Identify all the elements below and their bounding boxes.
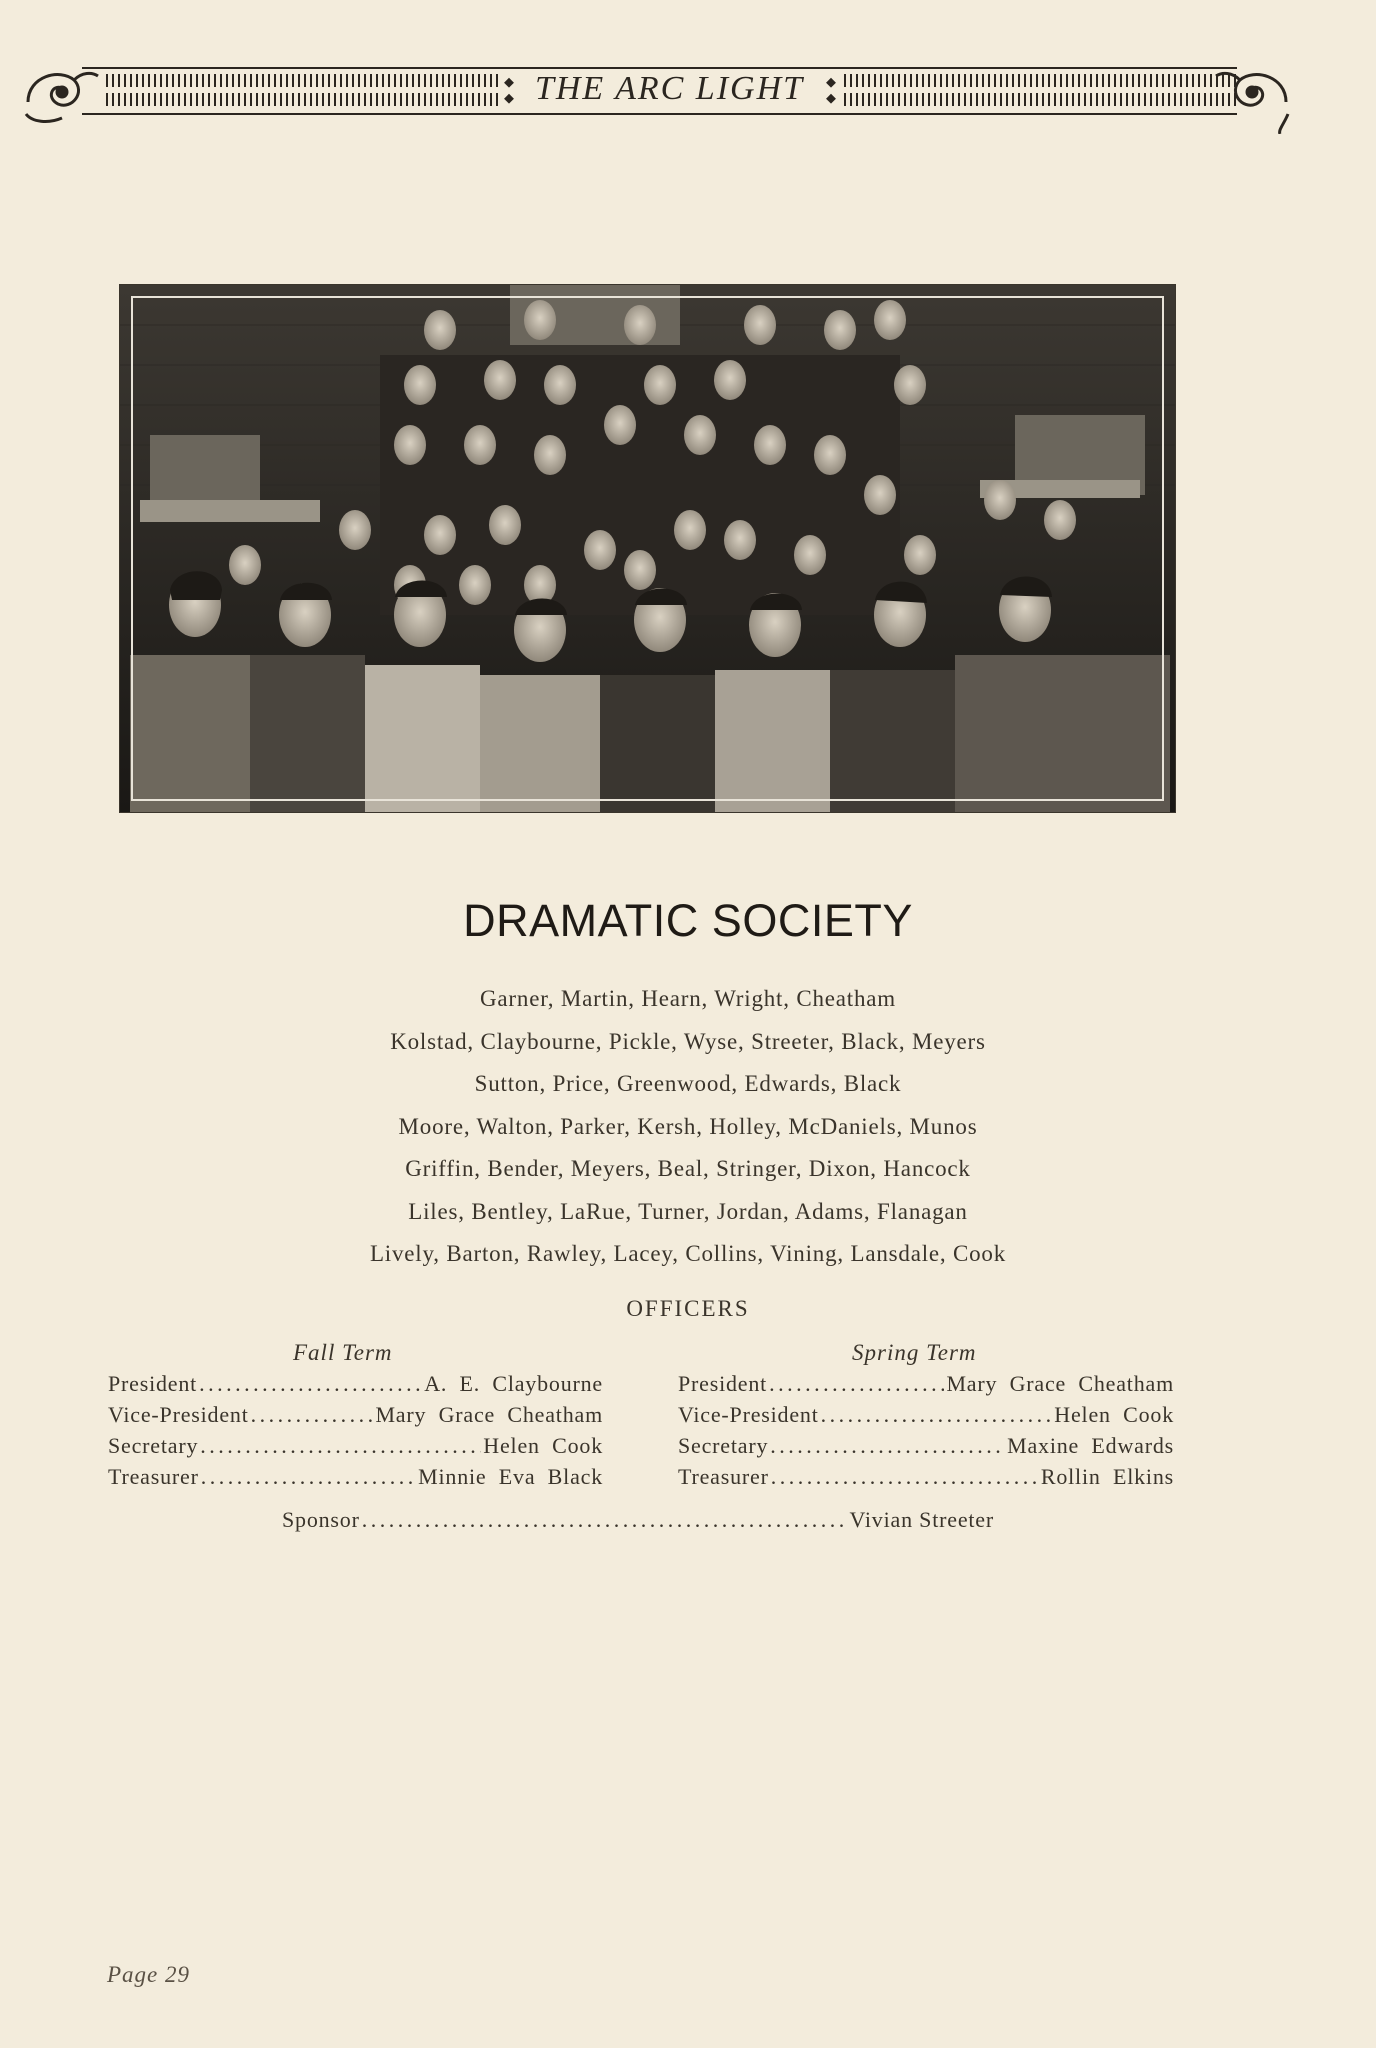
officer-row xyxy=(678,1399,1174,1430)
dot-leader xyxy=(362,1504,848,1535)
dot-leader xyxy=(201,1461,416,1492)
member-line: Garner, Martin, Hearn, Wright, Cheatham xyxy=(480,986,896,1011)
officer-row xyxy=(108,1368,603,1399)
officer-role: President xyxy=(108,1371,198,1396)
dot-leader xyxy=(251,1399,374,1430)
officer-name: Helen Cook xyxy=(1054,1402,1174,1427)
sponsor-name: Vivian Streeter xyxy=(849,1507,994,1532)
dot-leader xyxy=(200,1430,481,1461)
officer-role: Treasurer xyxy=(108,1464,199,1489)
officer-role: Secretary xyxy=(678,1433,769,1458)
member-line: Sutton, Price, Greenwood, Edwards, Black xyxy=(474,1071,902,1096)
officer-name: Maxine Edwards xyxy=(1007,1433,1174,1458)
page-number: Page 29 xyxy=(107,1962,191,1987)
officer-row xyxy=(108,1430,603,1461)
officer-row xyxy=(678,1461,1174,1492)
group-photo xyxy=(120,285,1175,812)
sponsor-row xyxy=(282,1504,994,1535)
officer-row xyxy=(678,1368,1174,1399)
member-line: Liles, Bentley, LaRue, Turner, Jordan, Adams, Flanagan xyxy=(408,1198,968,1224)
officer-name: Rollin Elkins xyxy=(1040,1464,1174,1489)
officer-row xyxy=(108,1461,603,1492)
fall-term-heading: Fall Term xyxy=(293,1340,393,1365)
header-banner xyxy=(22,62,1292,134)
dot-leader xyxy=(770,1430,1005,1461)
officer-role: President xyxy=(678,1371,768,1396)
officer-name: Minnie Eva Black xyxy=(418,1464,603,1489)
dot-leader xyxy=(771,1461,1039,1492)
photo-icon xyxy=(120,285,1175,812)
officer-name: A. E. Claybourne xyxy=(424,1371,603,1396)
officers-heading: OFFICERS xyxy=(626,1296,750,1321)
sponsor-role: Sponsor xyxy=(282,1507,360,1532)
officer-name: Helen Cook xyxy=(483,1433,603,1458)
member-line: Lively, Barton, Rawley, Lacey, Collins, Vining, Lansdale, Cook xyxy=(369,1241,1007,1266)
officer-name: Mary Grace Cheatham xyxy=(946,1371,1174,1396)
member-list xyxy=(0,978,1376,1276)
dot-leader xyxy=(821,1399,1053,1430)
spring-officers xyxy=(678,1368,1174,1492)
section-title: DRAMATIC SOCIETY xyxy=(463,895,913,946)
officer-role: Treasurer xyxy=(678,1464,769,1489)
officer-name: Mary Grace Cheatham xyxy=(375,1402,603,1427)
officer-role: Vice-President xyxy=(678,1402,819,1427)
dot-leader xyxy=(769,1368,944,1399)
officer-row xyxy=(108,1399,603,1430)
officer-role: Secretary xyxy=(108,1433,199,1458)
publication-title: THE ARC LIGHT xyxy=(534,70,805,107)
officer-role: Vice-President xyxy=(108,1402,249,1427)
spring-term-heading: Spring Term xyxy=(852,1340,977,1365)
member-line: Moore, Walton, Parker, Kersh, Holley, McDaniels, Munos xyxy=(398,1113,978,1139)
member-line: Kolstad, Claybourne, Pickle, Wyse, Streeter, Black, Meyers xyxy=(390,1028,986,1054)
fall-officers xyxy=(108,1368,603,1492)
officer-row xyxy=(678,1430,1174,1461)
member-line: Griffin, Bender, Meyers, Beal, Stringer, Dixon, Hancock xyxy=(405,1156,971,1181)
dot-leader xyxy=(199,1368,422,1399)
